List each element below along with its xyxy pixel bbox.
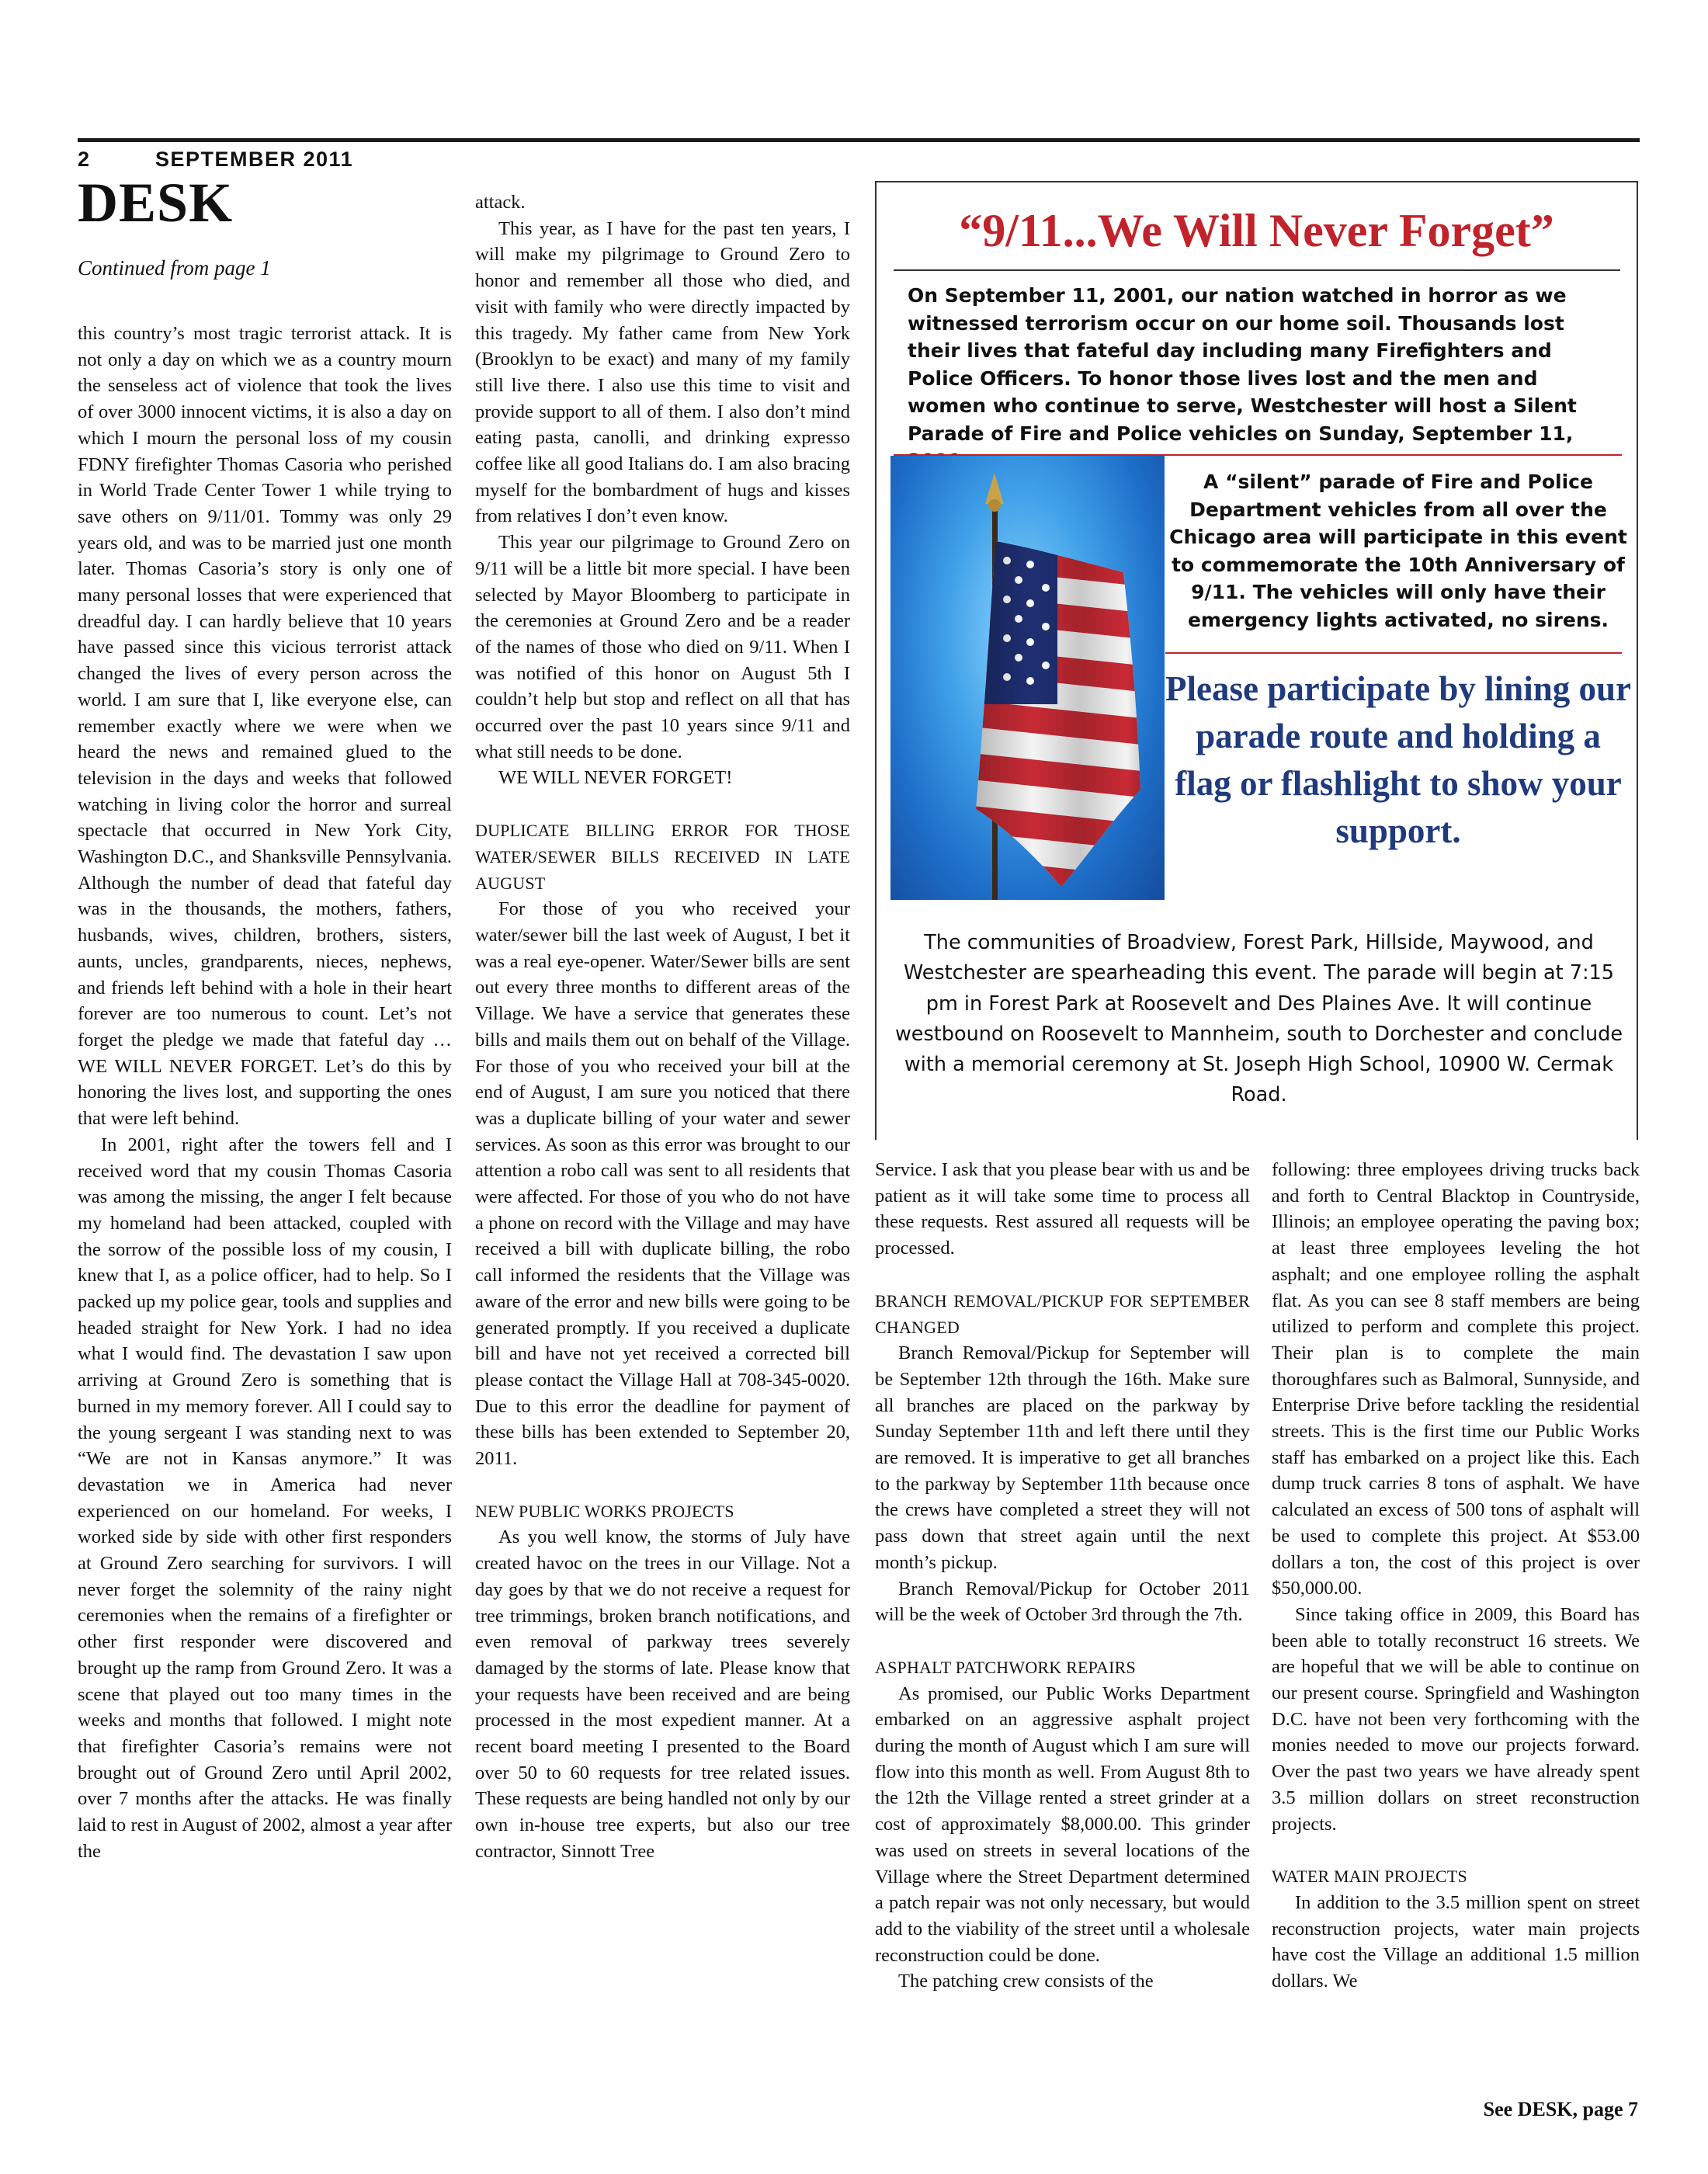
paragraph: This year, as I have for the past ten years, I will make my pilgrimage to Ground Zero to honor and remember all those who died, and visit with family who were directly impacted by this tragedy. My father came from New York (Brooklyn to be exact) and many of my family still live there. I also use this time to visit and provide support to all of them. I also don’t mind eating pasta, canolli, and drinking expresso coffee like all good Italians do. I am also bracing myself for the bombardment of hugs and kisses from relatives I don’t even know. [475, 217, 850, 527]
section-heading: BRANCH REMOVAL/PICKUP FOR SEPTEMBER CHANGED [875, 1290, 1250, 1337]
page-number: 2 [78, 148, 91, 171]
section-heading: ASPHALT PATCHWORK REPAIRS [875, 1657, 1136, 1677]
paragraph: For those of you who received your water/sewer bill the last week of August, I bet it was a real eye-opener. Water/Sewer bills are sent out every three months to different areas of the Village. We have a service that generates these bills and mails them out on behalf of the Village. For those of you who received your bill at the end of August, I am sure you noticed that there was a duplicate billing of your water and sewer services. As soon as this error was brought to our attention a robo call was sent to all residents that were affected. For those of you who do not have a phone on record with the Village and may have received a bill with duplicate billing, the robo call informed the residents that the Village was aware of the error and new bills were going to be generated promptly. If you received a duplicate bill and have not yet received a corrected bill please contact the Village Hall at 708-345-0020. Due to this error the deadline for payment of these bills has been extended to September 20, 2011. [475, 898, 850, 1470]
parade-details: The communities of Broadview, Forest Park, Hillside, Maywood, and Westchester are spearheading this event. The parade will begin at 7:15 pm in Forest Park at Roosevelt and Des Plaines Ave. It will continue westbound on Roosevelt to Mannheim, south to Dorchester and conclude with a memorial ceremony at St. Joseph High School, 10900 W. Cermak Road. [894, 931, 1623, 1107]
paragraph: Branch Removal/Pickup for September will be September 12th through the 16th. Make sure all branches are placed on the parkway by Sunday September 11th and left there until they are removed. It is imperative to get all branches to the parkway by September 11th because once the crews have completed a street they will not pass down that street again until the next month’s pickup. [875, 1342, 1250, 1573]
headline: DESK [78, 172, 234, 234]
article-column-3 [875, 1157, 1250, 1995]
paragraph: In addition to the 3.5 million spent on street reconstruction projects, water main projects have cost the Village an additional 1.5 million dollars. We [1272, 1891, 1640, 1992]
title-rule [894, 269, 1620, 271]
folio [78, 148, 353, 172]
paragraph: This year our pilgrimage to Ground Zero on 9/11 will be a little bit more special. I have been selected by Mayor Bloomberg to participate in the ceremonies at Ground Zero and be a reader of the names of those who died on 9/11. When I was notified of this honor on August 5th I couldn’t help but stop and reflect on all that has occurred over the past 10 years since 9/11 and what still needs to be done. [475, 532, 850, 762]
paragraph: In 2001, right after the towers fell and I received word that my cousin Thomas Casoria was among the missing, the anger I felt because my homeland had been attacked, coupled with the sorrow of the possible loss of my cousin, I knew that I, as a police officer, had to help. So I packed up my police gear, tools and supplies and headed straight for New York. I had no idea what I would find. The devastation I saw upon arriving at Ground Zero is something that is burned in my memory forever. All I could say to the young sergeant I was standing next to was “We are not in Kansas anymore.” It was devastation we in America had never experienced on our homeland. For weeks, I worked side by side with other first responders at Ground Zero searching for survivors. I will never forget the solemnity of the rainy night ceremonies when the remains of a firefighter or other first responder were discovered and brought up the ramp from Ground Zero. It was a scene that played out too many times in the weeks and months that followed. I might note that firefighter Casoria’s remains were not brought out of Ground Zero until April 2002, over 7 months after the attacks. He was finally laid to rest in August of 2002, almost a year after the [78, 1134, 452, 1862]
paragraph: WE WILL NEVER FORGET! [498, 767, 733, 789]
box-intro: On September 11, 2001, our nation watched in horror as we witnessed terrorism occur on our home soil. Thousands lost their lives that fateful day including many Firefighters and Police Officers. To honor those lives lost and the men and women who continue to serve, Westchester will host a Silent Parade of Fire and Police vehicles on Sunday, September 11, [908, 284, 1577, 445]
issue-date: SEPTEMBER 2011 [155, 148, 354, 171]
article-column-4 [1272, 1157, 1640, 1995]
announcement-box [875, 181, 1638, 1140]
participate-callout: Please participate by lining our parade route and holding a flag or flashlight to show your support. [1165, 669, 1631, 850]
section-heading: DUPLICATE BILLING ERROR FOR THOSE WATER/SEWER BILLS RECEIVED IN LATE AUGUST [475, 821, 850, 893]
paragraph: Branch Removal/Pickup for October 2011 will be the week of October 3rd through the 7th. [875, 1578, 1250, 1626]
article-column-1 [78, 321, 452, 1864]
flag-photo [890, 456, 1165, 900]
article-column-2 [475, 189, 850, 1865]
paragraph: this country’s most tragic terrorist attack. It is not only a day on which we as a country mourn the senseless act of violence that took the lives of over 3000 innocent victims, it is also a day on which I mourn the personal loss of my cousin FDNY firefighter Thomas Casoria who perished in World Trade Center Tower 1 while trying to save others on 9/11/01. Tommy was only 29 years old, and was to be married just one month later. Thomas Casoria’s story is only one of many personal losses that were experienced that dreadful day. I can hardly believe that 10 years have passed since this vicious terrorist attack changed the lives of every person across the world. I am sure that I, like everyone else, can remember exactly where we were when we heard the news and remained glued to the television in the days and weeks that followed watching in living color the horror and surreal spectacle that occurred in New York City, Washington D.C., and Shanksville Pennsylvania. Although the number of dead that fateful day was in the thousands, the mothers, fathers, husbands, wives, children, brothers, sisters, aunts, uncles, grandparents, nieces, nephews, and friends left behind with a hole in their heart forever are too numerous to count. Let’s not forget the pledge we made that fateful day … WE WILL NEVER FORGET. Let’s do this by honoring the lives lost, and supporting the ones that were left behind. [78, 323, 452, 1130]
top-rule [78, 138, 1640, 142]
section-heading: NEW PUBLIC WORKS PROJECTS [475, 1501, 734, 1521]
paragraph: The patching crew consists of the [898, 1971, 1154, 1992]
paragraph: attack. [475, 192, 526, 213]
red-rule [1165, 652, 1622, 654]
paragraph: As you well know, the storms of July have created havoc on the trees in our Village. Not a day goes by that we do not receive a request for tree trimmings, broken branch notifications, and even removal of parkway trees severely damaged by the storms of late. Please know that your requests have been received and are being processed in the most expedient manner. At a recent board meeting I presented to the Board over 50 to 60 requests for tree related issues. These requests are being handled not only by our own in-house tree experts, but also our tree contractor, Sinnott Tree [475, 1526, 850, 1862]
american-flag-icon [890, 456, 1165, 900]
box-title: “9/11...We Will Never Forget” [959, 205, 1554, 256]
paragraph: following: three employees driving trucks back and forth to Central Blacktop in Countryside, Illinois; an employee operating the paving box; at least three employees leveling the hot asphalt; and one employee rolling the asphalt flat. As you can see 8 staff members are being utilized to perform and complete this project. Their plan is to complete the main thoroughfares such as Balmoral, Sunnyside, and Enterprise Drive before tackling the residential streets. This is the first time our Public Works staff has embarked on a project like this. Each dump truck carries 8 tons of asphalt. We have calculated an excess of 500 tons of asphalt will be used to complete this project. At $53.00 dollars a ton, the cost of this project is over $50,000.00. [1272, 1159, 1640, 1599]
continued-note: Continued from page 1 [78, 256, 271, 280]
jump-line: See DESK, page 7 [1483, 2098, 1638, 2120]
section-heading: WATER MAIN PROJECTS [1272, 1867, 1467, 1887]
paragraph: Since taking office in 2009, this Board has been able to totally reconstruct 16 streets. We are hopeful that we will be able to continue on our present course. Springfield and Washington D.C. have not been very forthcoming with the monies needed to move our projects forward. Over the past two years we have already spent 3.5 million dollars on street reconstruction projects. [1272, 1603, 1640, 1835]
silent-parade-text: A “silent” parade of Fire and Police Department vehicles from all over the Chicago area will participate in this event to commemorate the 10th Anniversary of 9/11. The vehicles will only have their emergency lights activated, no sirens. [1169, 471, 1627, 631]
paragraph: As promised, our Public Works Department embarked on an aggressive asphalt project during the month of August which I am sure will flow into this month as well. From August 8th to the 12th the Village rented a street grinder at a cost of approximately $8,000.00. This grinder was used on streets in several locations of the Village where the Street Department determined a patch repair was not only necessary, but would add to the viability of the street until a wholesale reconstruction could be done. [875, 1683, 1250, 1966]
paragraph: Service. I ask that you please bear with us and be patient as it will take some time to process all these requests. Rest assured all requests will be processed. [875, 1159, 1250, 1259]
